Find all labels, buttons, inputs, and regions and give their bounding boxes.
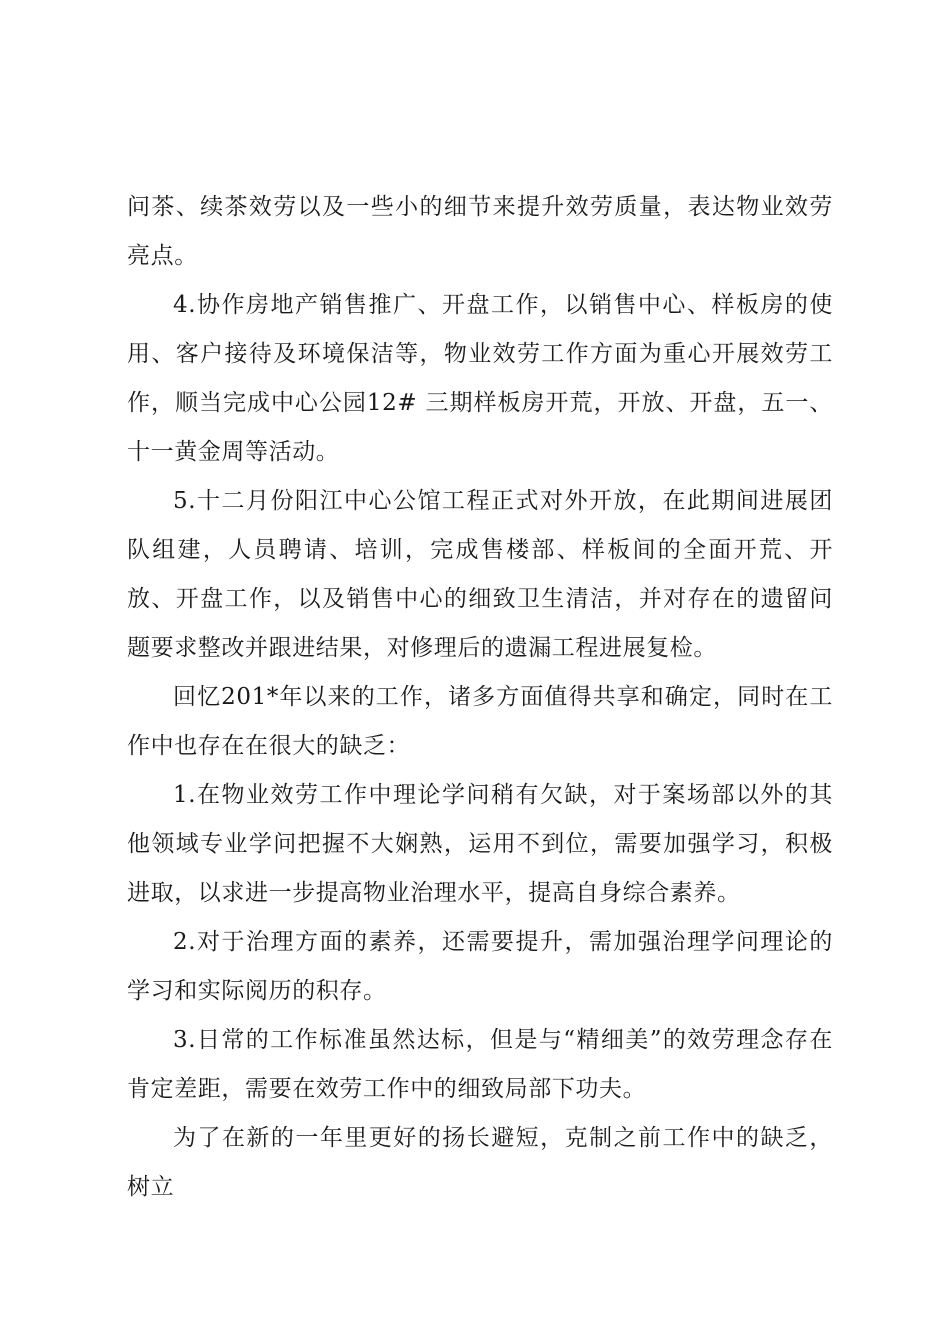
paragraph-outlook: 为了在新的一年里更好的扬长避短，克制之前工作中的缺乏，树立 xyxy=(127,1125,833,1200)
document-body xyxy=(127,183,833,1212)
paragraph-item-5: 5.十二月份阳江中心公馆工程正式对外开放，在此期间进展团队组建，人员聘请、培训，完成售楼部、样板间的全面开荒、开放、开盘工作，以及销售中心的细致卫生清洁，并对存在的遗留问题要求整改并跟进结果，对修理后的遗漏工程进展复检。 xyxy=(127,488,833,661)
paragraph-shortcoming-3: 3.日常的工作标准虽然达标，但是与“精细美”的效劳理念存在肯定差距，需要在效劳工作中的细致局部下功夫。 xyxy=(127,1027,833,1102)
paragraph-shortcoming-2: 2.对于治理方面的素养，还需要提升，需加强治理学问理论的学习和实际阅历的积存。 xyxy=(127,929,833,1004)
paragraph-review: 回忆201*年以来的工作，诸多方面值得共享和确定，同时在工作中也存在在很大的缺乏： xyxy=(127,684,833,759)
paragraph-continuation: 问茶、续茶效劳以及一些小的细节来提升效劳质量，表达物业效劳亮点。 xyxy=(127,194,833,269)
paragraph-shortcoming-1: 1.在物业效劳工作中理论学问稍有欠缺，对于案场部以外的其他领域专业学问把握不大娴熟，运用不到位，需要加强学习，积极进取，以求进一步提高物业治理水平，提高自身综合素养。 xyxy=(127,782,833,906)
paragraph-item-4: 4.协作房地产销售推广、开盘工作，以销售中心、样板房的使用、客户接待及环境保洁等，物业效劳工作方面为重心开展效劳工作，顺当完成中心公园12# 三期样板房开荒，开放、开盘，五一、十一黄金周等活动。 xyxy=(127,292,833,465)
